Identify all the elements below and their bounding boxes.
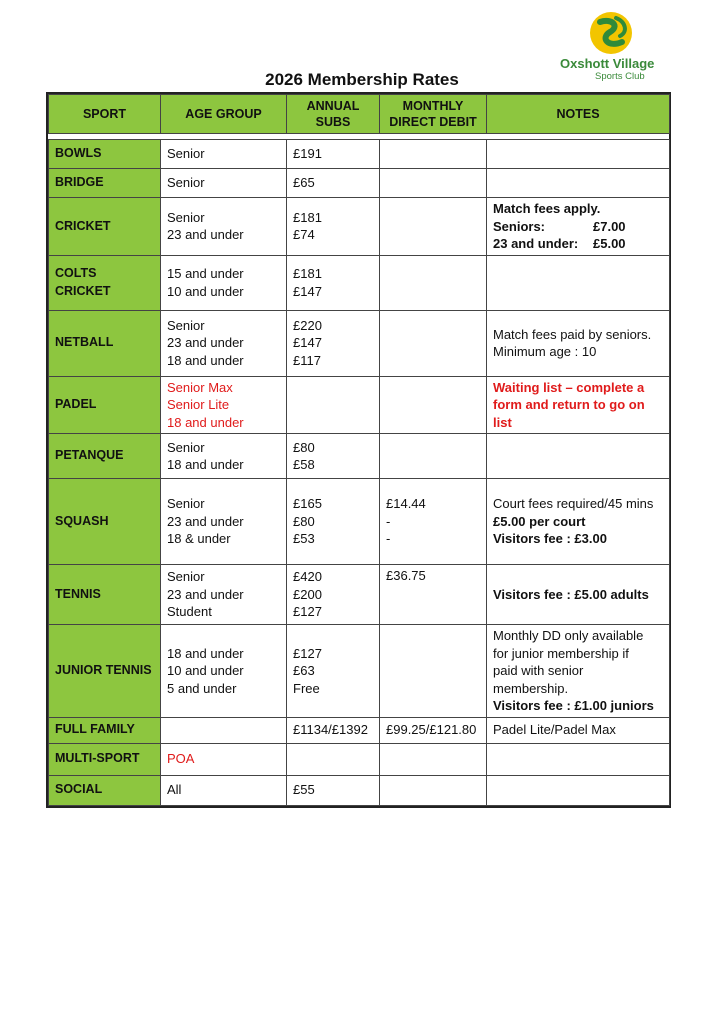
sport-cell: PETANQUE (49, 434, 161, 479)
notes-cell (487, 565, 670, 625)
subs-line: £65 (293, 175, 315, 191)
notes-line: Visitors fee : £3.00 (493, 531, 607, 547)
subs-line: £127 (293, 604, 322, 620)
sport-cell: TENNIS (49, 565, 161, 625)
notes-line: Minimum age : 10 (493, 344, 597, 359)
notes-line (493, 235, 663, 253)
monthly-line: £99.25/£121.80 (386, 722, 477, 738)
subs-line: £117 (293, 352, 321, 368)
table-row-colts-cricket (49, 255, 670, 310)
age-cell (161, 565, 287, 625)
header-sport: SPORT (49, 95, 161, 134)
age-line: 10 and under (167, 663, 244, 678)
notes-line: Visitors fee : £5.00 adults (493, 586, 649, 602)
club-name: Oxshott Village (560, 56, 655, 71)
subs-line: £220 (293, 317, 322, 333)
subs-cell (287, 775, 380, 805)
sport-cell: COLTS CRICKET (49, 255, 161, 310)
monthly-cell (380, 140, 487, 169)
age-cell (161, 198, 287, 256)
notes-cell (487, 775, 670, 805)
header-annual-subs-line-1: ANNUAL (306, 99, 360, 113)
table-row-cricket (49, 198, 670, 256)
header-monthly-dd-line-2: DIRECT DEBIT (389, 115, 477, 129)
age-line: Senior (167, 317, 205, 333)
notes-line: paid with senior (493, 663, 584, 678)
subs-cell (287, 169, 380, 198)
notes-line: Waiting list – complete a (493, 379, 645, 395)
age-cell (161, 775, 287, 805)
notes-label: 23 and under: (493, 236, 579, 251)
age-line: 18 and under (167, 645, 244, 661)
header-annual-subs (287, 95, 380, 134)
notes-line: membership. (493, 680, 569, 696)
monthly-cell (380, 479, 487, 565)
age-cell (161, 140, 287, 169)
club-subtitle: Sports Club (595, 71, 645, 82)
table-row-junior-tennis (49, 625, 670, 718)
notes-line: Court fees required/45 mins (493, 496, 654, 512)
subs-cell (287, 255, 380, 310)
age-cell (161, 376, 287, 434)
age-cell (161, 434, 287, 479)
age-cell (161, 255, 287, 310)
age-line: Student (167, 604, 212, 620)
subs-line: £420 (293, 569, 322, 585)
notes-line: Match fees paid by seniors. (493, 326, 652, 342)
page-title: 2026 Membership Rates (265, 70, 459, 89)
sport-cell: NETBALL (49, 310, 161, 376)
age-line: 18 and under (167, 352, 244, 368)
age-cell (161, 169, 287, 198)
sport-cell: BRIDGE (49, 169, 161, 198)
notes-line: Monthly DD only available (493, 628, 644, 643)
table-row-social (49, 775, 670, 805)
notes-cell (487, 625, 670, 718)
subs-line: £80 (293, 513, 315, 529)
subs-cell (287, 743, 380, 775)
sport-cell: CRICKET (49, 198, 161, 256)
monthly-cell (380, 625, 487, 718)
age-line: 23 and under (167, 335, 244, 351)
age-line: Senior (167, 496, 205, 512)
subs-cell (287, 625, 380, 718)
monthly-cell (380, 255, 487, 310)
sport-cell: JUNIOR TENNIS (49, 625, 161, 718)
monthly-cell (380, 434, 487, 479)
subs-line: £127 (293, 645, 322, 661)
notes-cell (487, 434, 670, 479)
notes-cell (487, 255, 670, 310)
notes-value: £5.00 (593, 236, 626, 251)
membership-table (46, 92, 671, 808)
subs-line: £63 (293, 663, 315, 678)
table-row-bowls (49, 140, 670, 169)
sport-cell: BOWLS (49, 140, 161, 169)
subs-line: Free (293, 680, 320, 696)
age-line: POA (167, 751, 195, 767)
age-cell (161, 717, 287, 743)
sport-cell: PADEL (49, 376, 161, 434)
monthly-line: - (386, 531, 391, 547)
sport-cell: SOCIAL (49, 775, 161, 805)
notes-cell (487, 479, 670, 565)
age-line: 18 & under (167, 531, 231, 547)
subs-cell (287, 565, 380, 625)
table-row-netball (49, 310, 670, 376)
notes-line: Padel Lite/Padel Max (493, 722, 616, 738)
notes-line: Match fees apply. (493, 201, 601, 216)
table-row-multi-sport (49, 743, 670, 775)
subs-cell (287, 479, 380, 565)
age-cell (161, 479, 287, 565)
age-cell (161, 310, 287, 376)
subs-line: £191 (293, 146, 322, 162)
age-line: 18 and under (167, 414, 244, 430)
notes-value: £7.00 (593, 218, 626, 234)
subs-cell (287, 310, 380, 376)
monthly-cell (380, 565, 487, 625)
notes-cell (487, 198, 670, 256)
header-age-group: AGE GROUP (161, 95, 287, 134)
header-notes: NOTES (487, 95, 670, 134)
monthly-cell (380, 310, 487, 376)
notes-line: list (493, 414, 512, 430)
table-row-squash (49, 479, 670, 565)
header-monthly-dd (380, 95, 487, 134)
age-line: All (167, 782, 182, 798)
age-line: Senior (167, 146, 205, 162)
notes-cell (487, 376, 670, 434)
subs-line: £55 (293, 782, 315, 798)
notes-cell (487, 717, 670, 743)
table-row-petanque (49, 434, 670, 479)
monthly-line: £14.44 (386, 496, 426, 512)
notes-cell (487, 140, 670, 169)
subs-line: £1134/£1392 (293, 722, 368, 738)
monthly-line: £36.75 (386, 568, 426, 583)
notes-line (493, 218, 663, 236)
age-line: Senior Lite (167, 397, 230, 412)
age-line: Senior Max (167, 379, 233, 395)
subs-line: £74 (293, 227, 315, 243)
monthly-cell (380, 743, 487, 775)
monthly-line: - (386, 513, 391, 529)
subs-line: £80 (293, 439, 315, 455)
header-row (49, 95, 670, 134)
monthly-cell (380, 717, 487, 743)
age-line: 15 and under (167, 266, 244, 281)
age-line: Senior (167, 569, 205, 585)
table-row-tennis (49, 565, 670, 625)
subs-cell (287, 140, 380, 169)
notes-line: form and return to go on (493, 397, 645, 412)
sport-cell: FULL FAMILY (49, 717, 161, 743)
subs-line: £165 (293, 496, 322, 512)
subs-line: £147 (293, 283, 322, 299)
age-line: 10 and under (167, 283, 244, 299)
age-cell (161, 743, 287, 775)
subs-cell (287, 198, 380, 256)
subs-line: £53 (293, 531, 315, 547)
subs-cell (287, 717, 380, 743)
subs-line: £147 (293, 335, 322, 351)
notes-line: Visitors fee : £1.00 juniors (493, 698, 654, 713)
subs-line: £200 (293, 586, 322, 602)
subs-line: £181 (293, 266, 322, 281)
table-row-bridge (49, 169, 670, 198)
club-logo-icon (586, 10, 636, 56)
header-annual-subs-line-2: SUBS (315, 115, 351, 129)
subs-cell (287, 376, 380, 434)
age-line: 23 and under (167, 586, 244, 602)
notes-label: Seniors: (493, 218, 546, 234)
subs-line: £181 (293, 209, 322, 225)
age-line: Senior (167, 209, 205, 225)
monthly-cell (380, 198, 487, 256)
subs-cell (287, 434, 380, 479)
monthly-cell (380, 775, 487, 805)
notes-cell (487, 310, 670, 376)
table-row-padel (49, 376, 670, 434)
monthly-cell (380, 376, 487, 434)
table-row-full-family (49, 717, 670, 743)
age-line: 23 and under (167, 513, 244, 529)
header-monthly-dd-line-1: MONTHLY (402, 99, 464, 113)
subs-line: £58 (293, 457, 315, 472)
notes-line: for junior membership if (493, 645, 629, 661)
notes-line: £5.00 per court (493, 513, 586, 529)
age-line: Senior (167, 175, 205, 191)
age-line: 18 and under (167, 457, 244, 472)
age-cell (161, 625, 287, 718)
age-line: 5 and under (167, 680, 237, 696)
sport-cell: SQUASH (49, 479, 161, 565)
notes-cell (487, 743, 670, 775)
age-line: 23 and under (167, 227, 244, 243)
monthly-cell (380, 169, 487, 198)
age-line: Senior (167, 439, 205, 455)
notes-cell (487, 169, 670, 198)
sport-cell: MULTI-SPORT (49, 743, 161, 775)
